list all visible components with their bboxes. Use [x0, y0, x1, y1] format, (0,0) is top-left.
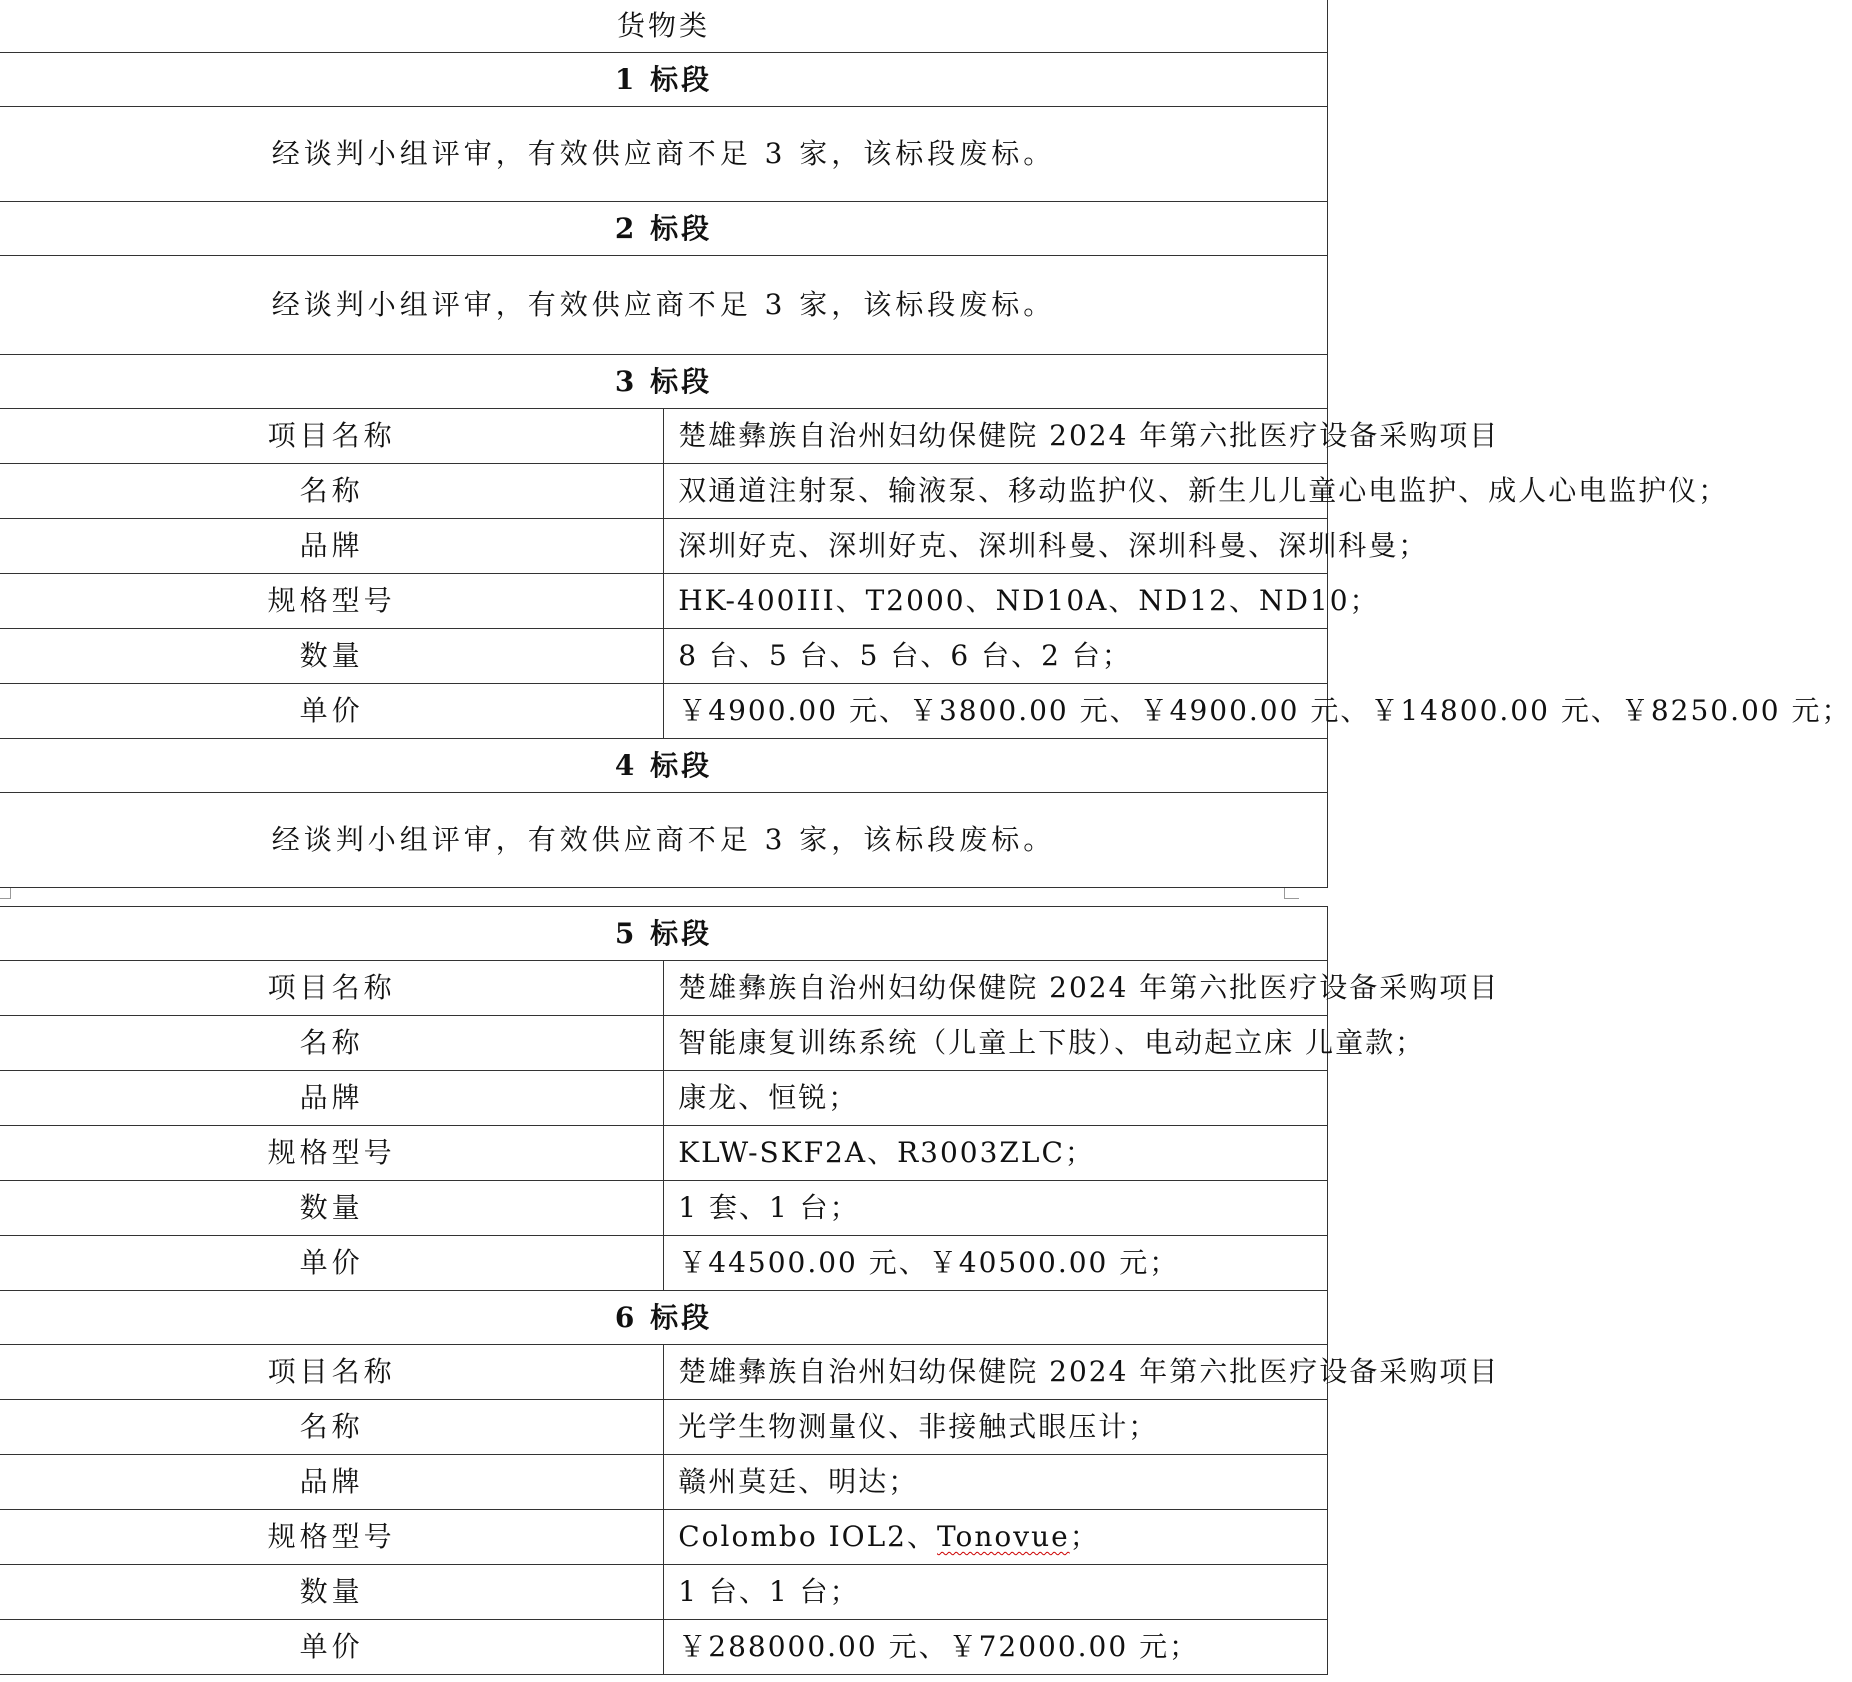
lot-2-note: 经谈判小组评审，有效供应商不足 3 家，该标段废标。	[0, 256, 1328, 355]
page-corner-mark	[1284, 888, 1299, 899]
lot-1-title: 1 标段	[0, 53, 1328, 107]
table-row	[0, 1400, 1328, 1455]
table-row	[0, 409, 1328, 464]
table-row	[0, 1016, 1328, 1071]
table-row	[0, 1510, 1328, 1565]
table-row	[0, 1181, 1328, 1236]
table-row	[0, 1620, 1328, 1675]
table-row	[0, 684, 1328, 739]
row-label: 数量	[0, 1181, 664, 1236]
row-value	[664, 1510, 1328, 1565]
punctuation: ；	[1069, 1520, 1100, 1553]
table-row	[0, 1345, 1328, 1400]
row-value: 智能康复训练系统（儿童上下肢）、电动起立床 儿童款；	[664, 1016, 1328, 1071]
row-label: 名称	[0, 1400, 664, 1455]
table-row	[0, 464, 1328, 519]
row-value: 双通道注射泵、输液泵、移动监护仪、新生儿儿童心电监护、成人心电监护仪；	[664, 464, 1328, 519]
row-label: 项目名称	[0, 961, 664, 1016]
lot-4-title: 4 标段	[0, 739, 1328, 793]
row-value: HK-400III、T2000、ND10A、ND12、ND10；	[664, 574, 1328, 629]
row-label: 品牌	[0, 1455, 664, 1510]
row-value: 楚雄彝族自治州妇幼保健院 2024 年第六批医疗设备采购项目	[664, 409, 1328, 464]
table-row	[0, 1455, 1328, 1510]
row-value: 深圳好克、深圳好克、深圳科曼、深圳科曼、深圳科曼；	[664, 519, 1328, 574]
row-value: 光学生物测量仪、非接触式眼压计；	[664, 1400, 1328, 1455]
lot-4-note: 经谈判小组评审，有效供应商不足 3 家，该标段废标。	[0, 793, 1328, 888]
table-row	[0, 1236, 1328, 1291]
row-label: 名称	[0, 1016, 664, 1071]
procurement-table-page-2	[0, 906, 1500, 1675]
row-value: ￥4900.00 元、￥3800.00 元、￥4900.00 元、￥14800.00 元、￥8250.00 元；	[664, 684, 1328, 739]
lot-6-title: 6 标段	[0, 1291, 1328, 1345]
model-text: Colombo IOL2、	[678, 1520, 938, 1553]
row-value: 1 台、1 台；	[664, 1565, 1328, 1620]
row-value: 赣州莫廷、明达；	[664, 1455, 1328, 1510]
page-corner-mark	[0, 888, 11, 899]
row-label: 项目名称	[0, 1345, 664, 1400]
row-label: 品牌	[0, 1071, 664, 1126]
row-value: ￥44500.00 元、￥40500.00 元；	[664, 1236, 1328, 1291]
row-label: 单价	[0, 684, 664, 739]
table-row	[0, 629, 1328, 684]
table-row	[0, 1071, 1328, 1126]
lot-2-title: 2 标段	[0, 202, 1328, 256]
row-label: 项目名称	[0, 409, 664, 464]
table-row	[0, 574, 1328, 629]
row-label: 单价	[0, 1236, 664, 1291]
row-label: 单价	[0, 1620, 664, 1675]
table-row	[0, 519, 1328, 574]
category-title: 货物类	[0, 0, 1328, 53]
lot-3-title: 3 标段	[0, 355, 1328, 409]
row-label: 规格型号	[0, 574, 664, 629]
table-row	[0, 1565, 1328, 1620]
row-value: ￥288000.00 元、￥72000.00 元；	[664, 1620, 1328, 1675]
row-value: 1 套、1 台；	[664, 1181, 1328, 1236]
row-value: 楚雄彝族自治州妇幼保健院 2024 年第六批医疗设备采购项目	[664, 1345, 1328, 1400]
lot-5-title: 5 标段	[0, 907, 1328, 961]
table-row	[0, 1126, 1328, 1181]
row-label: 名称	[0, 464, 664, 519]
row-label: 规格型号	[0, 1510, 664, 1565]
row-label: 品牌	[0, 519, 664, 574]
lot-1-note: 经谈判小组评审，有效供应商不足 3 家，该标段废标。	[0, 107, 1328, 202]
row-value: 楚雄彝族自治州妇幼保健院 2024 年第六批医疗设备采购项目	[664, 961, 1328, 1016]
table-row	[0, 961, 1328, 1016]
row-label: 数量	[0, 629, 664, 684]
spellcheck-underlined-text: Tonovue	[937, 1520, 1070, 1553]
row-label: 规格型号	[0, 1126, 664, 1181]
row-value: 8 台、5 台、5 台、6 台、2 台；	[664, 629, 1328, 684]
page-break	[0, 888, 1335, 906]
row-value: 康龙、恒锐；	[664, 1071, 1328, 1126]
row-value: KLW-SKF2A、R3003ZLC；	[664, 1126, 1328, 1181]
row-label: 数量	[0, 1565, 664, 1620]
